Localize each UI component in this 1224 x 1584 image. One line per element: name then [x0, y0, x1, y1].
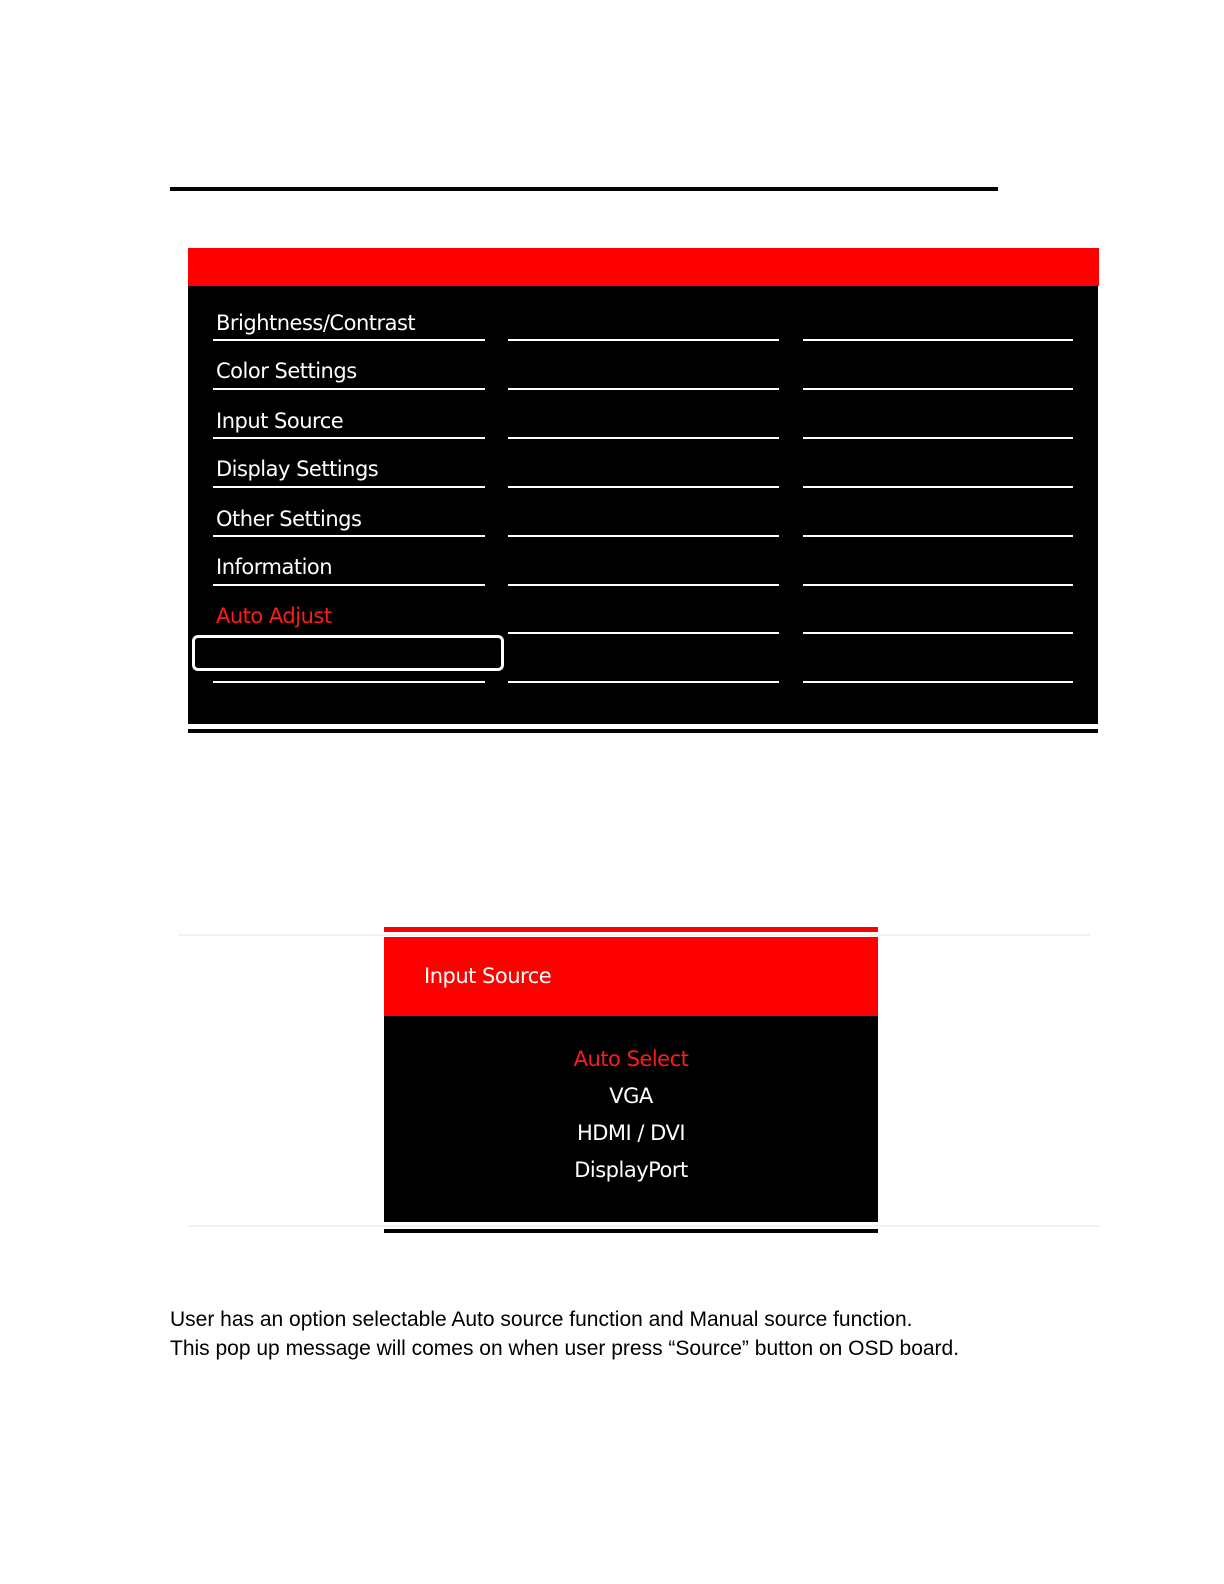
- source-option-hdmi-dvi[interactable]: HDMI / DVI: [576, 1121, 686, 1145]
- menu-divider: [508, 388, 779, 390]
- popup-body: [384, 1016, 878, 1222]
- popup-title: Input Source: [424, 964, 552, 988]
- top-rule: [170, 187, 998, 191]
- menu-item-brightness-contrast[interactable]: Brightness/Contrast: [216, 311, 416, 335]
- osd-main-header-bar: [188, 248, 1099, 286]
- menu-selection-highlight: [192, 635, 504, 671]
- menu-divider: [213, 681, 485, 683]
- source-option-displayport[interactable]: DisplayPort: [574, 1158, 688, 1182]
- menu-divider: [803, 681, 1073, 683]
- description-line-1: User has an option selectable Auto source function and Manual source function.: [170, 1308, 913, 1331]
- osd-main-menu: [188, 248, 1099, 734]
- menu-item-display-settings[interactable]: Display Settings: [216, 457, 379, 481]
- menu-divider: [508, 632, 779, 634]
- source-option-vga[interactable]: VGA: [609, 1084, 653, 1108]
- description-line-2: This pop up message will comes on when user press “Source” button on OSD board.: [170, 1337, 960, 1360]
- menu-divider: [803, 535, 1073, 537]
- popup-bottom-rule: [384, 1229, 878, 1233]
- menu-divider: [803, 437, 1073, 439]
- osd-main-bottom-rule: [188, 729, 1098, 733]
- popup-header-bar: [384, 937, 878, 1016]
- menu-item-other-settings[interactable]: Other Settings: [216, 507, 362, 531]
- menu-divider: [213, 339, 485, 341]
- menu-item-auto-adjust[interactable]: Auto Adjust: [216, 604, 332, 628]
- popup-top-stripe: [384, 927, 878, 932]
- menu-divider: [213, 486, 485, 488]
- menu-divider: [803, 584, 1073, 586]
- menu-divider: [803, 388, 1073, 390]
- input-source-popup: [384, 927, 878, 1237]
- menu-divider: [213, 584, 485, 586]
- description-text: [170, 1305, 1130, 1363]
- menu-item-input-source[interactable]: Input Source: [216, 409, 344, 433]
- menu-divider: [508, 437, 779, 439]
- menu-item-color-settings[interactable]: Color Settings: [216, 359, 357, 383]
- source-option-list: [384, 1041, 878, 1189]
- menu-divider: [508, 681, 779, 683]
- menu-divider: [508, 535, 779, 537]
- menu-divider: [508, 339, 779, 341]
- menu-divider: [803, 339, 1073, 341]
- menu-divider: [508, 486, 779, 488]
- menu-item-information[interactable]: Information: [216, 555, 333, 579]
- menu-divider: [803, 486, 1073, 488]
- source-option-auto-select[interactable]: Auto Select: [573, 1047, 689, 1071]
- menu-divider: [213, 388, 485, 390]
- menu-divider: [213, 535, 485, 537]
- menu-divider: [803, 632, 1073, 634]
- menu-divider: [213, 437, 485, 439]
- menu-divider: [508, 584, 779, 586]
- osd-main-body: [188, 286, 1098, 724]
